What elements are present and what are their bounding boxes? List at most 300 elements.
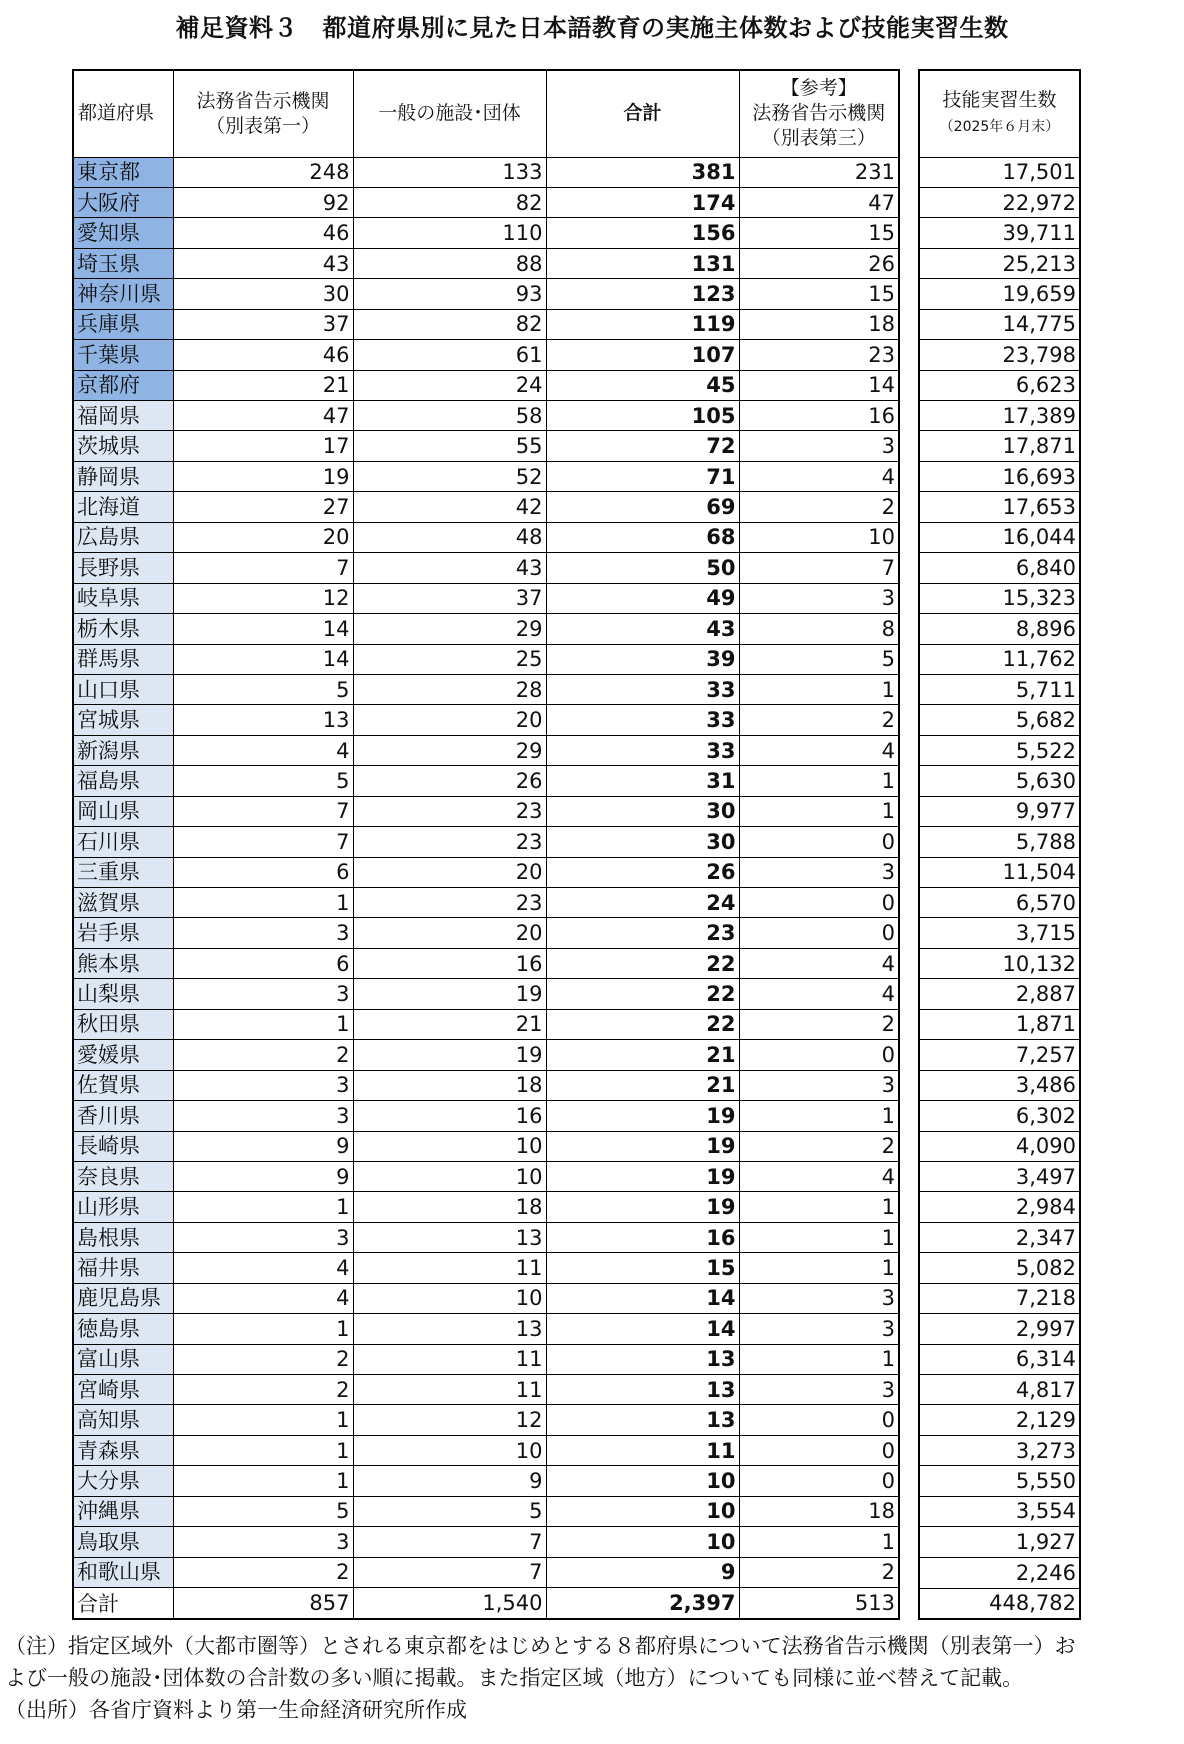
prefecture-cell: 愛媛県	[73, 1040, 173, 1070]
general-cell: 55	[353, 431, 546, 461]
prefecture-cell: 三重県	[73, 857, 173, 887]
header-trainees	[919, 70, 1080, 157]
prefecture-cell: 福島県	[73, 766, 173, 796]
total-cell: 19	[546, 1161, 739, 1191]
total-moj-annex3: 513	[739, 1588, 899, 1620]
trainee-table	[918, 69, 1081, 1620]
trainees-cell: 2,246	[919, 1557, 1080, 1588]
table-row	[73, 157, 899, 187]
header-moj-annex3-ref	[739, 70, 899, 157]
moj-annex1-cell: 2	[173, 1040, 353, 1070]
table-row	[73, 1314, 899, 1344]
total-moj-annex1: 857	[173, 1588, 353, 1620]
table-row	[73, 553, 899, 583]
trainee-row	[919, 888, 1080, 918]
table-row	[73, 1283, 899, 1313]
trainee-row	[919, 1101, 1080, 1131]
trainee-row	[919, 1496, 1080, 1526]
total-cell: 50	[546, 553, 739, 583]
table-row	[73, 1527, 899, 1557]
moj-annex3-cell: 1	[739, 674, 899, 704]
table-row	[73, 1131, 899, 1161]
total-cell: 33	[546, 735, 739, 765]
trainees-cell: 19,659	[919, 279, 1080, 309]
prefecture-cell: 山梨県	[73, 979, 173, 1009]
general-cell: 58	[353, 401, 546, 431]
trainees-cell: 6,314	[919, 1344, 1080, 1374]
notes	[5, 1630, 1180, 1726]
moj-annex1-cell: 46	[173, 218, 353, 248]
total-cell: 43	[546, 614, 739, 644]
total-cell: 105	[546, 401, 739, 431]
moj-annex1-cell: 5	[173, 766, 353, 796]
trainees-cell: 2,129	[919, 1405, 1080, 1435]
moj-annex1-cell: 3	[173, 979, 353, 1009]
prefecture-cell: 沖縄県	[73, 1496, 173, 1526]
trainee-row	[919, 279, 1080, 309]
note-line-1: （注）指定区域外（大都市圏等）とされる東京都をはじめとする８都府県について法務省告示機関（別表第一）お	[5, 1634, 1076, 1658]
moj-annex1-cell: 43	[173, 248, 353, 278]
data-table-container	[72, 69, 1081, 1620]
trainee-row	[919, 1070, 1080, 1100]
total-trainees: 448,782	[919, 1588, 1080, 1619]
general-cell: 16	[353, 948, 546, 978]
trainee-row	[919, 857, 1080, 887]
total-cell: 23	[546, 918, 739, 948]
trainees-cell: 6,302	[919, 1101, 1080, 1131]
general-cell: 10	[353, 1435, 546, 1465]
trainee-row	[919, 492, 1080, 522]
moj-annex1-cell: 2	[173, 1557, 353, 1587]
prefecture-cell: 栃木県	[73, 614, 173, 644]
prefecture-cell: 茨城県	[73, 431, 173, 461]
trainee-row	[919, 1405, 1080, 1435]
moj-annex1-cell: 2	[173, 1344, 353, 1374]
total-cell: 131	[546, 248, 739, 278]
total-cell: 49	[546, 583, 739, 613]
header-ref-line2: 法務省告示機関	[752, 102, 886, 125]
moj-annex1-cell: 7	[173, 827, 353, 857]
total-general: 1,540	[353, 1588, 546, 1620]
total-cell: 19	[546, 1101, 739, 1131]
table-row	[73, 1375, 899, 1405]
prefecture-cell: 石川県	[73, 827, 173, 857]
moj-annex3-cell: 8	[739, 614, 899, 644]
total-cell: 16	[546, 1222, 739, 1252]
moj-annex1-cell: 47	[173, 401, 353, 431]
prefecture-cell: 福井県	[73, 1253, 173, 1283]
general-cell: 20	[353, 918, 546, 948]
header-row	[73, 70, 899, 157]
trainee-row	[919, 1253, 1080, 1283]
header-general-facilities: 一般の施設･団体	[353, 70, 546, 157]
moj-annex1-cell: 1	[173, 1314, 353, 1344]
prefecture-cell: 東京都	[73, 157, 173, 187]
moj-annex1-cell: 12	[173, 583, 353, 613]
trainee-row	[919, 1009, 1080, 1039]
general-cell: 23	[353, 827, 546, 857]
moj-annex3-cell: 0	[739, 1405, 899, 1435]
prefecture-cell: 香川県	[73, 1101, 173, 1131]
header-trainees-line2: （2025年６月末）	[939, 118, 1060, 135]
general-cell: 43	[353, 553, 546, 583]
trainee-row	[919, 370, 1080, 400]
total-cell: 39	[546, 644, 739, 674]
trainees-cell: 7,218	[919, 1283, 1080, 1313]
general-cell: 7	[353, 1557, 546, 1587]
moj-annex3-cell: 15	[739, 218, 899, 248]
trainee-row	[919, 796, 1080, 826]
prefecture-cell: 神奈川県	[73, 279, 173, 309]
total-cell: 71	[546, 461, 739, 491]
table-row	[73, 218, 899, 248]
total-cell: 31	[546, 766, 739, 796]
table-row	[73, 766, 899, 796]
trainee-header-row	[919, 70, 1080, 157]
trainee-row	[919, 979, 1080, 1009]
moj-annex1-cell: 92	[173, 187, 353, 217]
trainee-row	[919, 309, 1080, 339]
trainees-cell: 17,871	[919, 431, 1080, 461]
trainees-cell: 22,972	[919, 187, 1080, 217]
moj-annex1-cell: 7	[173, 796, 353, 826]
general-cell: 93	[353, 279, 546, 309]
moj-annex1-cell: 14	[173, 644, 353, 674]
trainees-cell: 8,896	[919, 614, 1080, 644]
moj-annex3-cell: 3	[739, 1283, 899, 1313]
header-moj-annex1-line1: 法務省告示機関	[196, 89, 330, 112]
total-cell: 174	[546, 187, 739, 217]
moj-annex1-cell: 13	[173, 705, 353, 735]
general-cell: 82	[353, 187, 546, 217]
trainee-row	[919, 918, 1080, 948]
general-cell: 110	[353, 218, 546, 248]
total-cell: 107	[546, 340, 739, 370]
table-row	[73, 309, 899, 339]
moj-annex1-cell: 1	[173, 1466, 353, 1496]
table-row	[73, 1101, 899, 1131]
prefecture-cell: 富山県	[73, 1344, 173, 1374]
moj-annex1-cell: 1	[173, 1009, 353, 1039]
general-cell: 42	[353, 492, 546, 522]
total-cell: 21	[546, 1040, 739, 1070]
moj-annex3-cell: 2	[739, 1557, 899, 1587]
total-cell: 10	[546, 1527, 739, 1557]
general-cell: 11	[353, 1253, 546, 1283]
total-cell: 11	[546, 1435, 739, 1465]
trainee-row	[919, 1557, 1080, 1588]
prefecture-cell: 福岡県	[73, 401, 173, 431]
table-row	[73, 827, 899, 857]
general-cell: 23	[353, 796, 546, 826]
table-row	[73, 1496, 899, 1526]
table-row	[73, 1192, 899, 1222]
trainee-row	[919, 1283, 1080, 1313]
prefecture-cell: 長崎県	[73, 1131, 173, 1161]
moj-annex3-cell: 1	[739, 1222, 899, 1252]
total-label: 合計	[73, 1588, 173, 1620]
moj-annex3-cell: 3	[739, 431, 899, 461]
note-line-2: よび一般の施設･団体数の合計数の多い順に掲載。また指定区域（地方）についても同様に並べ替えて記載。	[5, 1666, 1024, 1690]
trainees-cell: 3,486	[919, 1070, 1080, 1100]
table-row	[73, 1435, 899, 1465]
moj-annex3-cell: 1	[739, 1101, 899, 1131]
trainee-row	[919, 644, 1080, 674]
moj-annex1-cell: 7	[173, 553, 353, 583]
trainees-cell: 17,653	[919, 492, 1080, 522]
total-cell: 21	[546, 1070, 739, 1100]
trainee-row	[919, 553, 1080, 583]
trainee-row	[919, 1435, 1080, 1465]
trainee-total-row	[919, 1588, 1080, 1619]
general-cell: 18	[353, 1070, 546, 1100]
general-cell: 26	[353, 766, 546, 796]
general-cell: 13	[353, 1222, 546, 1252]
table-row	[73, 522, 899, 552]
prefecture-cell: 京都府	[73, 370, 173, 400]
trainee-row	[919, 1040, 1080, 1070]
prefecture-cell: 岐阜県	[73, 583, 173, 613]
moj-annex1-cell: 46	[173, 340, 353, 370]
general-cell: 7	[353, 1527, 546, 1557]
trainees-cell: 2,997	[919, 1314, 1080, 1344]
table-row	[73, 1009, 899, 1039]
prefecture-cell: 秋田県	[73, 1009, 173, 1039]
moj-annex1-cell: 3	[173, 1527, 353, 1557]
trainees-cell: 16,693	[919, 461, 1080, 491]
trainees-cell: 16,044	[919, 522, 1080, 552]
table-row	[73, 492, 899, 522]
trainees-cell: 4,090	[919, 1131, 1080, 1161]
table-row	[73, 370, 899, 400]
prefecture-cell: 佐賀県	[73, 1070, 173, 1100]
table-row	[73, 644, 899, 674]
trainee-row	[919, 705, 1080, 735]
moj-annex3-cell: 2	[739, 1131, 899, 1161]
prefecture-cell: 愛知県	[73, 218, 173, 248]
moj-annex1-cell: 5	[173, 674, 353, 704]
trainees-cell: 1,927	[919, 1527, 1080, 1557]
general-cell: 5	[353, 1496, 546, 1526]
moj-annex1-cell: 9	[173, 1161, 353, 1191]
trainees-cell: 5,630	[919, 766, 1080, 796]
trainees-cell: 4,817	[919, 1375, 1080, 1405]
general-cell: 82	[353, 309, 546, 339]
moj-annex3-cell: 26	[739, 248, 899, 278]
general-cell: 25	[353, 644, 546, 674]
moj-annex3-cell: 3	[739, 1314, 899, 1344]
table-row	[73, 948, 899, 978]
moj-annex3-cell: 23	[739, 340, 899, 370]
moj-annex1-cell: 1	[173, 1405, 353, 1435]
prefecture-cell: 島根県	[73, 1222, 173, 1252]
prefecture-cell: 山形県	[73, 1192, 173, 1222]
total-cell: 72	[546, 431, 739, 461]
trainees-cell: 1,871	[919, 1009, 1080, 1039]
moj-annex3-cell: 4	[739, 461, 899, 491]
moj-annex3-cell: 4	[739, 1161, 899, 1191]
moj-annex1-cell: 20	[173, 522, 353, 552]
trainees-cell: 2,984	[919, 1192, 1080, 1222]
total-cell: 19	[546, 1192, 739, 1222]
moj-annex3-cell: 0	[739, 1466, 899, 1496]
trainees-cell: 3,273	[919, 1435, 1080, 1465]
trainees-cell: 39,711	[919, 218, 1080, 248]
total-cell: 68	[546, 522, 739, 552]
moj-annex3-cell: 0	[739, 827, 899, 857]
table-row	[73, 1161, 899, 1191]
moj-annex3-cell: 3	[739, 583, 899, 613]
prefecture-cell: 大阪府	[73, 187, 173, 217]
table-row	[73, 583, 899, 613]
general-cell: 9	[353, 1466, 546, 1496]
moj-annex3-cell: 2	[739, 1009, 899, 1039]
trainees-cell: 3,715	[919, 918, 1080, 948]
prefecture-cell: 岩手県	[73, 918, 173, 948]
moj-annex1-cell: 21	[173, 370, 353, 400]
moj-annex3-cell: 3	[739, 1375, 899, 1405]
moj-annex1-cell: 9	[173, 1131, 353, 1161]
moj-annex1-cell: 6	[173, 948, 353, 978]
trainees-cell: 23,798	[919, 340, 1080, 370]
general-cell: 29	[353, 735, 546, 765]
prefecture-cell: 大分県	[73, 1466, 173, 1496]
prefecture-cell: 埼玉県	[73, 248, 173, 278]
total-cell: 10	[546, 1466, 739, 1496]
general-cell: 12	[353, 1405, 546, 1435]
trainee-row	[919, 674, 1080, 704]
table-row	[73, 431, 899, 461]
table-row	[73, 1557, 899, 1587]
table-row	[73, 705, 899, 735]
trainee-row	[919, 1161, 1080, 1191]
moj-annex1-cell: 1	[173, 1435, 353, 1465]
total-cell: 19	[546, 1131, 739, 1161]
general-cell: 13	[353, 1314, 546, 1344]
header-total: 合計	[546, 70, 739, 157]
trainees-cell: 6,840	[919, 553, 1080, 583]
general-cell: 24	[353, 370, 546, 400]
general-cell: 19	[353, 979, 546, 1009]
moj-annex1-cell: 14	[173, 614, 353, 644]
table-row	[73, 340, 899, 370]
total-cell: 13	[546, 1405, 739, 1435]
trainees-cell: 5,682	[919, 705, 1080, 735]
prefecture-cell: 熊本県	[73, 948, 173, 978]
total-cell: 22	[546, 979, 739, 1009]
trainee-row	[919, 431, 1080, 461]
trainees-cell: 5,711	[919, 674, 1080, 704]
prefecture-cell: 宮城県	[73, 705, 173, 735]
total-cell: 9	[546, 1557, 739, 1587]
moj-annex3-cell: 1	[739, 1527, 899, 1557]
table-row	[73, 1070, 899, 1100]
trainees-cell: 9,977	[919, 796, 1080, 826]
prefecture-cell: 奈良県	[73, 1161, 173, 1191]
general-cell: 133	[353, 157, 546, 187]
total-cell: 13	[546, 1344, 739, 1374]
moj-annex1-cell: 30	[173, 279, 353, 309]
moj-annex1-cell: 37	[173, 309, 353, 339]
moj-annex1-cell: 6	[173, 857, 353, 887]
general-cell: 16	[353, 1101, 546, 1131]
moj-annex3-cell: 1	[739, 1344, 899, 1374]
header-trainees-line1: 技能実習生数	[942, 88, 1057, 111]
trainees-cell: 25,213	[919, 248, 1080, 278]
table-row	[73, 918, 899, 948]
trainees-cell: 11,762	[919, 644, 1080, 674]
prefecture-cell: 滋賀県	[73, 888, 173, 918]
moj-annex3-cell: 231	[739, 157, 899, 187]
general-cell: 18	[353, 1192, 546, 1222]
general-cell: 61	[353, 340, 546, 370]
prefecture-cell: 徳島県	[73, 1314, 173, 1344]
table-row	[73, 614, 899, 644]
trainee-row	[919, 461, 1080, 491]
moj-annex3-cell: 0	[739, 1040, 899, 1070]
total-cell: 15	[546, 1253, 739, 1283]
table-row	[73, 248, 899, 278]
general-cell: 11	[353, 1344, 546, 1374]
trainees-cell: 15,323	[919, 583, 1080, 613]
trainee-row	[919, 340, 1080, 370]
trainee-row	[919, 1466, 1080, 1496]
trainees-cell: 3,497	[919, 1161, 1080, 1191]
totals-row	[73, 1588, 899, 1620]
prefecture-cell: 千葉県	[73, 340, 173, 370]
trainee-row	[919, 583, 1080, 613]
moj-annex3-cell: 1	[739, 1253, 899, 1283]
moj-annex1-cell: 4	[173, 1283, 353, 1313]
general-cell: 20	[353, 857, 546, 887]
trainees-cell: 10,132	[919, 948, 1080, 978]
moj-annex3-cell: 3	[739, 857, 899, 887]
total-sum: 2,397	[546, 1588, 739, 1620]
moj-annex1-cell: 1	[173, 888, 353, 918]
prefecture-cell: 岡山県	[73, 796, 173, 826]
trainee-row	[919, 827, 1080, 857]
prefecture-cell: 北海道	[73, 492, 173, 522]
general-cell: 10	[353, 1283, 546, 1313]
moj-annex1-cell: 5	[173, 1496, 353, 1526]
moj-annex3-cell: 0	[739, 1435, 899, 1465]
trainees-cell: 3,554	[919, 1496, 1080, 1526]
moj-annex3-cell: 2	[739, 492, 899, 522]
trainee-row	[919, 401, 1080, 431]
total-cell: 22	[546, 948, 739, 978]
moj-annex3-cell: 7	[739, 553, 899, 583]
header-moj-annex1-line2: （別表第一）	[205, 114, 320, 137]
trainees-cell: 14,775	[919, 309, 1080, 339]
moj-annex3-cell: 4	[739, 735, 899, 765]
general-cell: 10	[353, 1161, 546, 1191]
table-row	[73, 279, 899, 309]
total-cell: 26	[546, 857, 739, 887]
moj-annex1-cell: 4	[173, 735, 353, 765]
general-cell: 20	[353, 705, 546, 735]
prefecture-cell: 山口県	[73, 674, 173, 704]
trainees-cell: 2,887	[919, 979, 1080, 1009]
trainee-row	[919, 1344, 1080, 1374]
table-row	[73, 888, 899, 918]
moj-annex1-cell: 19	[173, 461, 353, 491]
moj-annex1-cell: 4	[173, 1253, 353, 1283]
table-row	[73, 1222, 899, 1252]
table-row	[73, 461, 899, 491]
moj-annex3-cell: 14	[739, 370, 899, 400]
moj-annex3-cell: 1	[739, 796, 899, 826]
header-moj-annex1	[173, 70, 353, 157]
